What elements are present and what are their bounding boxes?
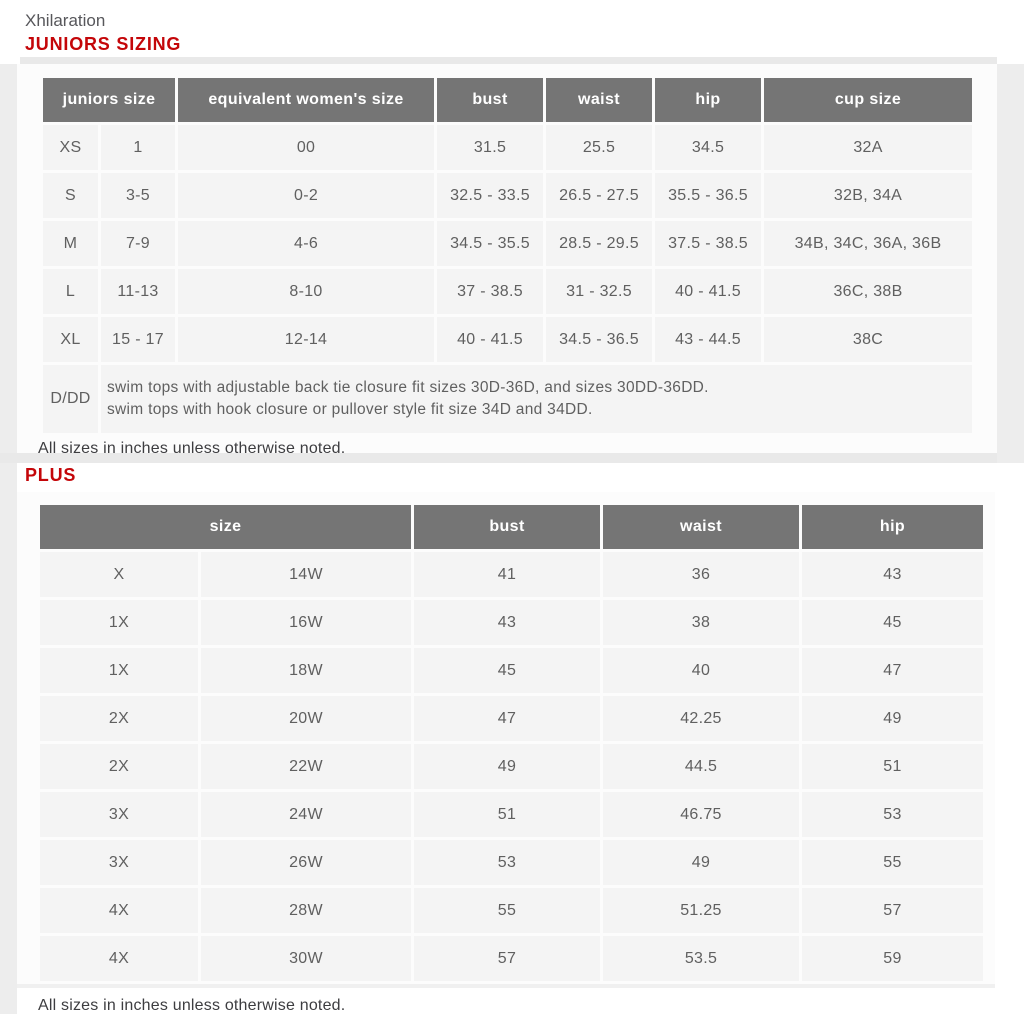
table-cell: 7-9: [101, 221, 175, 266]
background-band: [0, 64, 17, 1014]
table-cell: 16W: [201, 600, 411, 645]
table-cell: 43 - 44.5: [655, 317, 761, 362]
d-dd-description: [101, 365, 972, 433]
table-cell: 11-13: [101, 269, 175, 314]
table-cell: 25.5: [546, 125, 652, 170]
table-cell: 35.5 - 36.5: [655, 173, 761, 218]
footnote: All sizes in inches unless otherwise noted.: [38, 440, 346, 457]
column-header-cup-size: cup size: [764, 78, 972, 122]
table-cell: 46.75: [603, 792, 799, 837]
table-cell: 53: [802, 792, 983, 837]
footnote: All sizes in inches unless otherwise noted.: [38, 997, 346, 1014]
table-row: [40, 744, 983, 789]
table-cell: 4-6: [178, 221, 434, 266]
table-cell: 38C: [764, 317, 972, 362]
table-cell: 32A: [764, 125, 972, 170]
table-cell: 40 - 41.5: [655, 269, 761, 314]
table-cell: 1X: [40, 648, 198, 693]
table-cell: 45: [414, 648, 600, 693]
table-cell: 34.5: [655, 125, 761, 170]
column-header-bust: bust: [414, 505, 600, 549]
table-cell: 30W: [201, 936, 411, 981]
table-cell: 1X: [40, 600, 198, 645]
table-cell: 20W: [201, 696, 411, 741]
table-cell: 31.5: [437, 125, 543, 170]
table-cell: 49: [603, 840, 799, 885]
column-header-waist: waist: [546, 78, 652, 122]
table-cell: 43: [414, 600, 600, 645]
juniors-sizing-heading: JUNIORS SIZING: [25, 34, 182, 54]
table-cell: 37.5 - 38.5: [655, 221, 761, 266]
table-cell: XL: [43, 317, 98, 362]
table-row: [43, 317, 972, 362]
d-dd-line1: swim tops with adjustable back tie closure fit sizes 30D-36D, and sizes 30DD-36DD.: [107, 379, 709, 396]
table-row: [40, 888, 983, 933]
table-cell: 3X: [40, 792, 198, 837]
table-cell: 15 - 17: [101, 317, 175, 362]
table-cell: 40 - 41.5: [437, 317, 543, 362]
table-cell: 2X: [40, 744, 198, 789]
table-cell: 45: [802, 600, 983, 645]
table-cell: 53: [414, 840, 600, 885]
table-cell: 44.5: [603, 744, 799, 789]
table-cell: XS: [43, 125, 98, 170]
table-cell: 57: [414, 936, 600, 981]
table-cell: M: [43, 221, 98, 266]
table-cell: 57: [802, 888, 983, 933]
table-cell: 26W: [201, 840, 411, 885]
table-cell: 26.5 - 27.5: [546, 173, 652, 218]
column-header-juniors-size: juniors size: [43, 78, 175, 122]
table-cell: 1: [101, 125, 175, 170]
d-dd-label: D/DD: [43, 365, 98, 433]
column-header-equivalent-womens-size: equivalent women's size: [178, 78, 434, 122]
page-header: [25, 11, 181, 55]
table-cell: 51: [414, 792, 600, 837]
table-cell: 49: [802, 696, 983, 741]
column-header-size: size: [40, 505, 411, 549]
table-row: [40, 696, 983, 741]
table-cell: 28W: [201, 888, 411, 933]
brand-name: Xhilaration: [25, 11, 106, 30]
table-row: [40, 936, 983, 981]
table-cell: 37 - 38.5: [437, 269, 543, 314]
column-header-hip: hip: [655, 78, 761, 122]
table-cell: 00: [178, 125, 434, 170]
table-cell: 14W: [201, 552, 411, 597]
table-cell: 47: [802, 648, 983, 693]
table-cell: 36C, 38B: [764, 269, 972, 314]
table-cell: 3X: [40, 840, 198, 885]
table-cell: 59: [802, 936, 983, 981]
table-cell: 38: [603, 600, 799, 645]
table-cell: 55: [802, 840, 983, 885]
table-cell: 55: [414, 888, 600, 933]
juniors-sizing-panel: [17, 64, 997, 457]
table-row: [40, 840, 983, 885]
table-cell: 18W: [201, 648, 411, 693]
column-header-bust: bust: [437, 78, 543, 122]
table-cell: 41: [414, 552, 600, 597]
table-cell: X: [40, 552, 198, 597]
table-cell: 4X: [40, 936, 198, 981]
column-header-waist: waist: [603, 505, 799, 549]
table-cell: 34.5 - 35.5: [437, 221, 543, 266]
d-dd-row: [43, 365, 972, 433]
table-row: [43, 221, 972, 266]
header-row: [43, 78, 972, 122]
table-cell: 47: [414, 696, 600, 741]
table-cell: 36: [603, 552, 799, 597]
d-dd-line2: swim tops with hook closure or pullover style fit size 34D and 34DD.: [107, 401, 593, 418]
table-cell: 49: [414, 744, 600, 789]
table-cell: 32.5 - 33.5: [437, 173, 543, 218]
table-cell: 24W: [201, 792, 411, 837]
table-cell: 32B, 34A: [764, 173, 972, 218]
juniors-size-table: [40, 75, 975, 436]
table-cell: 8-10: [178, 269, 434, 314]
table-cell: 43: [802, 552, 983, 597]
table-row: [40, 648, 983, 693]
table-cell: 53.5: [603, 936, 799, 981]
table-cell: 4X: [40, 888, 198, 933]
table-cell: 0-2: [178, 173, 434, 218]
table-cell: 51.25: [603, 888, 799, 933]
table-cell: 40: [603, 648, 799, 693]
table-row: [43, 173, 972, 218]
table-cell: 42.25: [603, 696, 799, 741]
table-cell: 34.5 - 36.5: [546, 317, 652, 362]
plus-size-table: [37, 502, 986, 984]
table-cell: 31 - 32.5: [546, 269, 652, 314]
background-band: [997, 64, 1024, 463]
header-row: [40, 505, 983, 549]
table-row: [40, 600, 983, 645]
plus-sizing-panel: [17, 492, 995, 984]
table-cell: 28.5 - 29.5: [546, 221, 652, 266]
table-row: [43, 125, 972, 170]
table-cell: 34B, 34C, 36A, 36B: [764, 221, 972, 266]
table-cell: 22W: [201, 744, 411, 789]
column-header-hip: hip: [802, 505, 983, 549]
table-cell: 12-14: [178, 317, 434, 362]
table-row: [40, 552, 983, 597]
table-row: [40, 792, 983, 837]
table-row: [43, 269, 972, 314]
table-cell: L: [43, 269, 98, 314]
plus-sizing-heading: PLUS: [25, 465, 77, 485]
table-cell: 51: [802, 744, 983, 789]
table-cell: 3-5: [101, 173, 175, 218]
background-band: [20, 57, 997, 64]
table-cell: 2X: [40, 696, 198, 741]
table-cell: S: [43, 173, 98, 218]
